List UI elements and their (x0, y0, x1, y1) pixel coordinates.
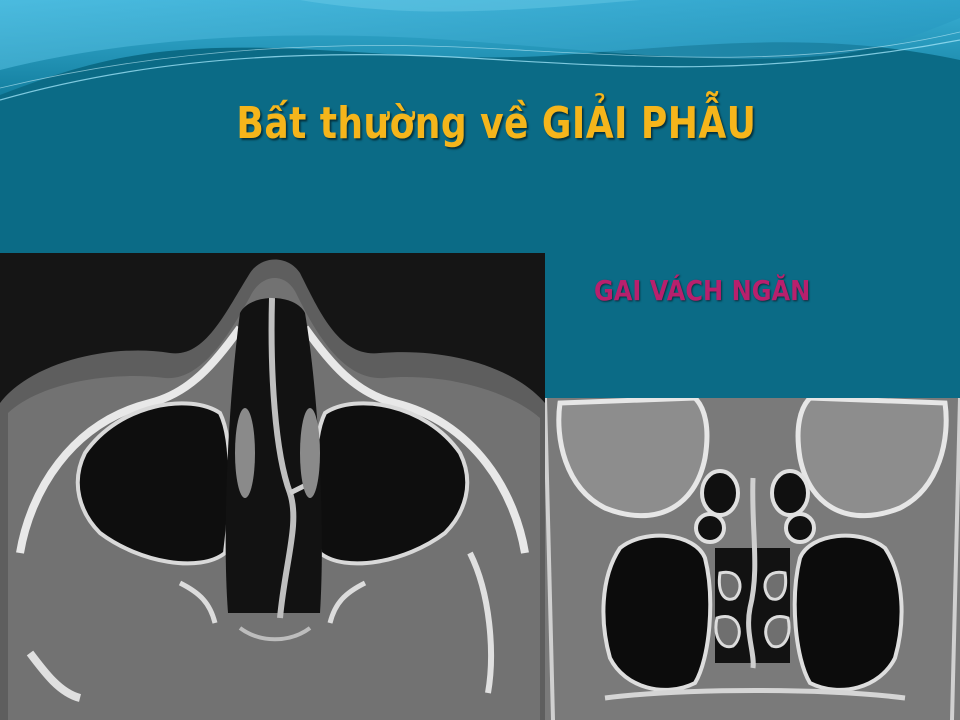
axial-ct-scan-image (0, 253, 545, 720)
coronal-ct-scan-image (545, 398, 960, 720)
slide-title: Bất thường về GIẢI PHẪU (236, 98, 757, 149)
slide-subtitle: GAI VÁCH NGĂN (594, 274, 811, 307)
